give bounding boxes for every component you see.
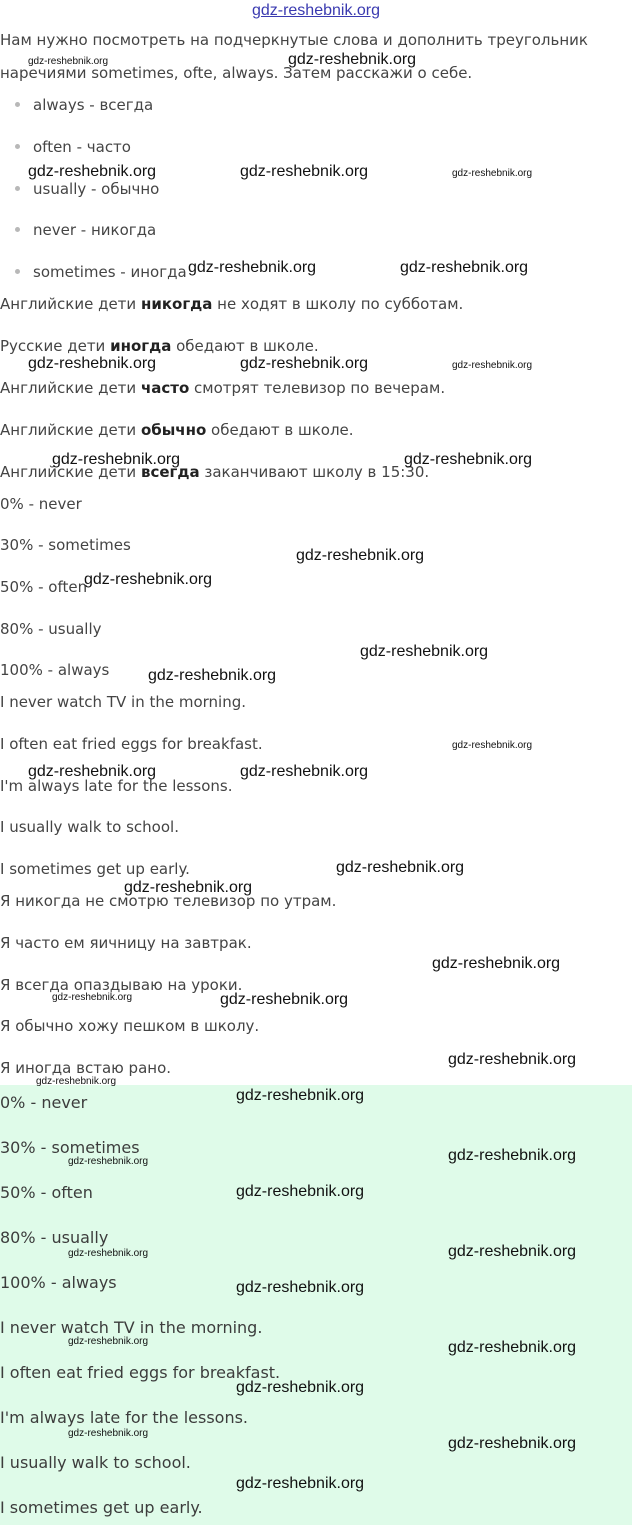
- bullet-text: never - никогда: [33, 221, 157, 239]
- sentence-adverb: часто: [140, 379, 190, 397]
- site-header-link[interactable]: gdz-reshebnik.org: [251, 2, 381, 19]
- answer-sentence: I usually walk to school.: [0, 1453, 191, 1472]
- watermark: gdz-reshebnik.org: [236, 1183, 365, 1200]
- sentence-adverb: всегда: [140, 463, 200, 481]
- answer-sentence: I sometimes get up early.: [0, 1498, 203, 1517]
- sentence-post: обедают в школе.: [171, 337, 319, 355]
- watermark: gdz-reshebnik.org: [36, 1076, 117, 1087]
- percent-line: 30% - sometimes: [0, 536, 131, 554]
- sentence-post: заканчивают школу в 15:30.: [199, 463, 430, 481]
- answer-percent-line: 0% - never: [0, 1093, 88, 1112]
- answer-sentence: I often eat fried eggs for breakfast.: [0, 1363, 281, 1382]
- answer-percent-line: 50% - often: [0, 1183, 93, 1202]
- list-item: [15, 96, 153, 114]
- bullet-text: always - всегда: [33, 96, 154, 114]
- sentence-ru: [0, 295, 463, 313]
- percent-line: 0% - never: [0, 495, 82, 513]
- about-ru-line: Я всегда опаздываю на уроки.: [0, 976, 243, 994]
- watermark: gdz-reshebnik.org: [220, 991, 349, 1008]
- watermark: gdz-reshebnik.org: [148, 667, 277, 684]
- watermark: gdz-reshebnik.org: [68, 1248, 149, 1259]
- watermark: gdz-reshebnik.org: [236, 1475, 365, 1492]
- intro-line-1: Нам нужно посмотреть на подчеркнутые слова и дополнить треугольник: [0, 31, 588, 49]
- bullet-text: often - часто: [33, 138, 131, 156]
- watermark: gdz-reshebnik.org: [452, 740, 533, 751]
- about-en-line: I'm always late for the lessons.: [0, 777, 233, 795]
- about-en-line: I sometimes get up early.: [0, 860, 190, 878]
- sentence-pre: Английские дети: [0, 421, 141, 439]
- watermark: gdz-reshebnik.org: [448, 1051, 577, 1068]
- sentence-adverb: никогда: [140, 295, 213, 313]
- about-ru-line: Я никогда не смотрю телевизор по утрам.: [0, 892, 337, 910]
- bullet-dot-icon: [15, 269, 20, 274]
- watermark: gdz-reshebnik.org: [288, 51, 417, 68]
- bullet-text: usually - обычно: [33, 180, 160, 198]
- percent-line: 100% - always: [0, 661, 110, 679]
- watermark: gdz-reshebnik.org: [448, 1147, 577, 1164]
- answer-percent-line: 80% - usually: [0, 1228, 109, 1247]
- answer-sentence: I'm always late for the lessons.: [0, 1408, 249, 1427]
- watermark: gdz-reshebnik.org: [240, 355, 369, 372]
- percent-line: 80% - usually: [0, 620, 102, 638]
- watermark: gdz-reshebnik.org: [404, 451, 533, 468]
- intro-line-2: наречиями sometimes, ofte, always. Затем расскажи о себе.: [0, 64, 473, 82]
- watermark: gdz-reshebnik.org: [432, 955, 561, 972]
- watermark: gdz-reshebnik.org: [452, 360, 533, 371]
- about-ru-line: Я обычно хожу пешком в школу.: [0, 1017, 260, 1035]
- sentence-ru: [0, 379, 445, 397]
- watermark: gdz-reshebnik.org: [52, 992, 133, 1003]
- about-en-line: I often eat fried eggs for breakfast.: [0, 735, 263, 753]
- answer-percent-line: 100% - always: [0, 1273, 117, 1292]
- watermark: gdz-reshebnik.org: [68, 1336, 149, 1347]
- percent-line: 50% - often: [0, 578, 88, 596]
- watermark: gdz-reshebnik.org: [448, 1243, 577, 1260]
- watermark: gdz-reshebnik.org: [452, 168, 533, 179]
- watermark: gdz-reshebnik.org: [28, 163, 157, 180]
- list-item: [15, 180, 159, 198]
- list-item: [15, 221, 156, 239]
- watermark: gdz-reshebnik.org: [336, 859, 465, 876]
- sentence-post: смотрят телевизор по вечерам.: [189, 379, 446, 397]
- watermark: gdz-reshebnik.org: [400, 259, 529, 276]
- sentence-pre: Русские дети: [0, 337, 111, 355]
- bullet-dot-icon: [15, 102, 20, 107]
- watermark: gdz-reshebnik.org: [124, 879, 253, 896]
- watermark: gdz-reshebnik.org: [236, 1379, 365, 1396]
- about-en-line: I usually walk to school.: [0, 818, 179, 836]
- sentence-adverb: иногда: [110, 337, 172, 355]
- list-item: [15, 138, 131, 156]
- bullet-dot-icon: [15, 186, 20, 191]
- about-ru-line: Я часто ем яичницу на завтрак.: [0, 934, 252, 952]
- answer-sentence: I never watch TV in the morning.: [0, 1318, 263, 1337]
- sentence-ru: [0, 337, 319, 355]
- answer-percent-line: 30% - sometimes: [0, 1138, 140, 1157]
- watermark: gdz-reshebnik.org: [360, 643, 489, 660]
- watermark: gdz-reshebnik.org: [28, 56, 109, 67]
- watermark: gdz-reshebnik.org: [84, 571, 213, 588]
- bullet-dot-icon: [15, 227, 20, 232]
- watermark: gdz-reshebnik.org: [240, 763, 369, 780]
- watermark: gdz-reshebnik.org: [236, 1087, 365, 1104]
- watermark: gdz-reshebnik.org: [68, 1428, 149, 1439]
- watermark: gdz-reshebnik.org: [28, 355, 157, 372]
- sentence-adverb: обычно: [140, 421, 207, 439]
- bullet-dot-icon: [15, 144, 20, 149]
- watermark: gdz-reshebnik.org: [240, 163, 369, 180]
- bullet-text: sometimes - иногда: [33, 263, 187, 281]
- watermark: gdz-reshebnik.org: [68, 1156, 149, 1167]
- watermark: gdz-reshebnik.org: [236, 1279, 365, 1296]
- about-en-line: I never watch TV in the morning.: [0, 693, 247, 711]
- watermark: gdz-reshebnik.org: [28, 763, 157, 780]
- watermark: gdz-reshebnik.org: [448, 1435, 577, 1452]
- sentence-pre: Английские дети: [0, 295, 141, 313]
- sentence-post: обедают в школе.: [206, 421, 354, 439]
- sentence-ru: [0, 421, 354, 439]
- sentence-pre: Английские дети: [0, 379, 141, 397]
- list-item: [15, 263, 187, 281]
- about-ru-line: Я иногда встаю рано.: [0, 1059, 172, 1077]
- sentence-post: не ходят в школу по субботам.: [212, 295, 464, 313]
- watermark: gdz-reshebnik.org: [188, 259, 317, 276]
- sentence-pre: Английские дети: [0, 463, 141, 481]
- watermark: gdz-reshebnik.org: [52, 451, 181, 468]
- watermark: gdz-reshebnik.org: [296, 547, 425, 564]
- watermark: gdz-reshebnik.org: [448, 1339, 577, 1356]
